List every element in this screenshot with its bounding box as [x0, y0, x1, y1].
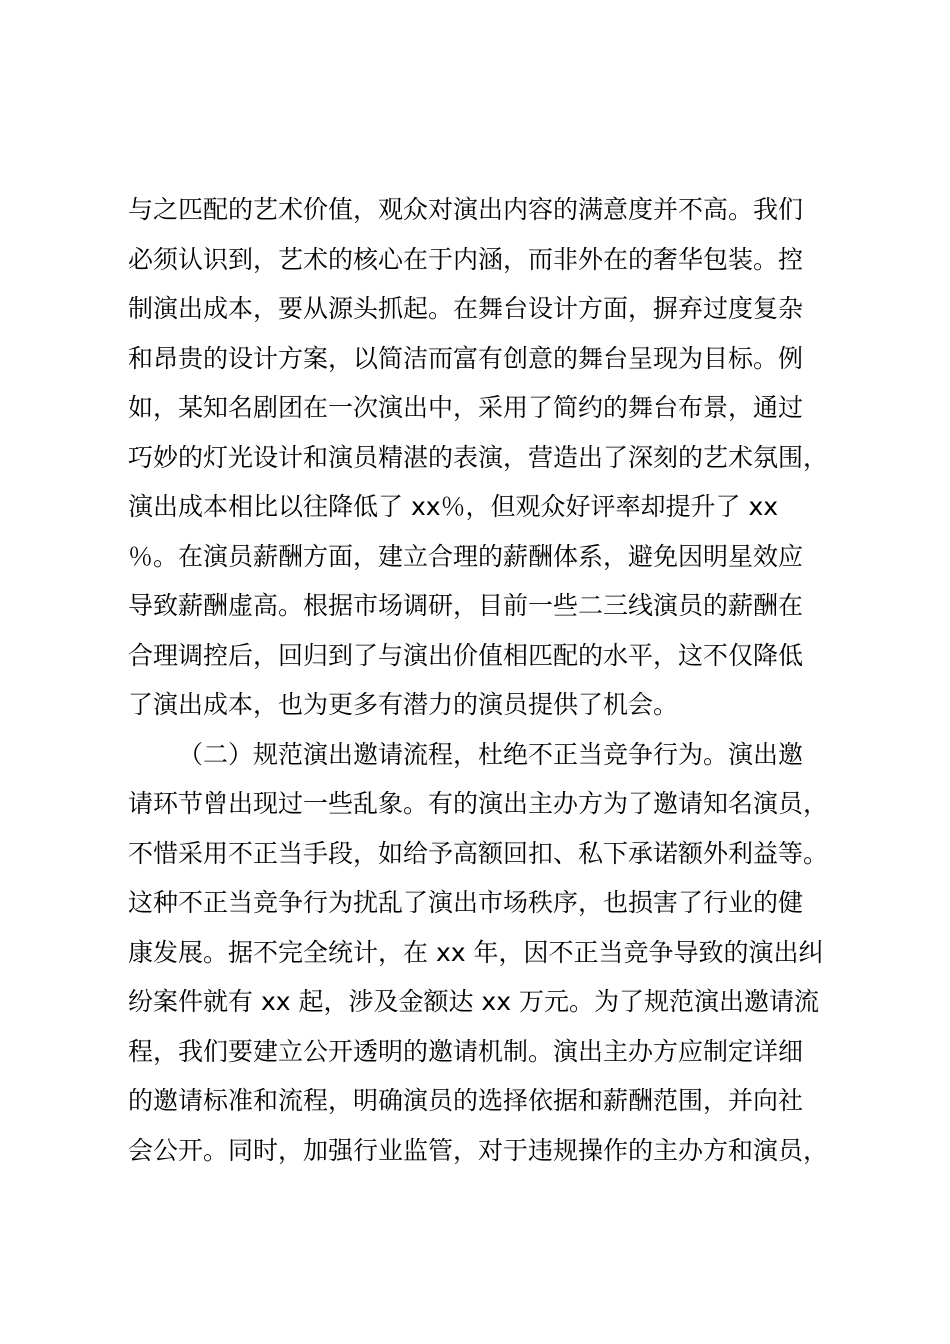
text-line: 如，某知名剧团在一次演出中，采用了简约的舞台布景，通过 — [128, 393, 804, 422]
paragraph-1 — [128, 185, 858, 730]
text-line: 程，我们要建立公开透明的邀请机制。演出主办方应制定详细 — [128, 1036, 804, 1066]
body-text — [128, 185, 858, 1175]
text-line: 和昂贵的设计方案，以简洁而富有创意的舞台呈现为目标。例 — [128, 343, 804, 373]
text-line: 演出成本相比以往降低了 xx％，但观众好评率却提升了 xx — [128, 492, 779, 521]
text-line: 合理调控后，回归到了与演出价值相匹配的水平，这不仅降低 — [128, 640, 804, 670]
text-line: 纷案件就有 xx 起，涉及金额达 xx 万元。为了规范演出邀请流 — [128, 987, 819, 1016]
text-line: 巧妙的灯光设计和演员精湛的表演，营造出了深刻的艺术氛围， — [128, 442, 829, 472]
text-line: 制演出成本，要从源头抓起。在舞台设计方面，摒弃过度复杂 — [128, 294, 804, 323]
text-line: 这种不正当竞争行为扰乱了演出市场秩序，也损害了行业的健 — [128, 888, 804, 917]
text-line: 会公开。同时，加强行业监管，对于违规操作的主办方和演员， — [128, 1135, 829, 1165]
text-line: 的邀请标准和流程，明确演员的选择依据和薪酬范围，并向社 — [128, 1086, 804, 1115]
text-line: 与之匹配的艺术价值，观众对演出内容的满意度并不高。我们 — [128, 195, 804, 224]
text-line: ％。在演员薪酬方面，建立合理的薪酬体系，避免因明星效应 — [128, 541, 804, 571]
text-line: 不惜采用不正当手段，如给予高额回扣、私下承诺额外利益等。 — [128, 838, 829, 868]
text-line: 康发展。据不完全统计，在 xx 年，因不正当竞争导致的演出纠 — [128, 937, 824, 967]
text-line: 请环节曾出现过一些乱象。有的演出主办方为了邀请知名演员， — [128, 789, 829, 818]
text-line: 导致薪酬虚高。根据市场调研，目前一些二三线演员的薪酬在 — [128, 591, 804, 620]
text-line: 必须认识到，艺术的核心在于内涵，而非外在的奢华包装。控 — [128, 244, 804, 274]
text-line: （二）规范演出邀请流程，杜绝不正当竞争行为。演出邀 — [178, 739, 804, 769]
paragraph-2 — [128, 730, 858, 1176]
text-line: 了演出成本，也为更多有潜力的演员提供了机会。 — [128, 690, 679, 719]
